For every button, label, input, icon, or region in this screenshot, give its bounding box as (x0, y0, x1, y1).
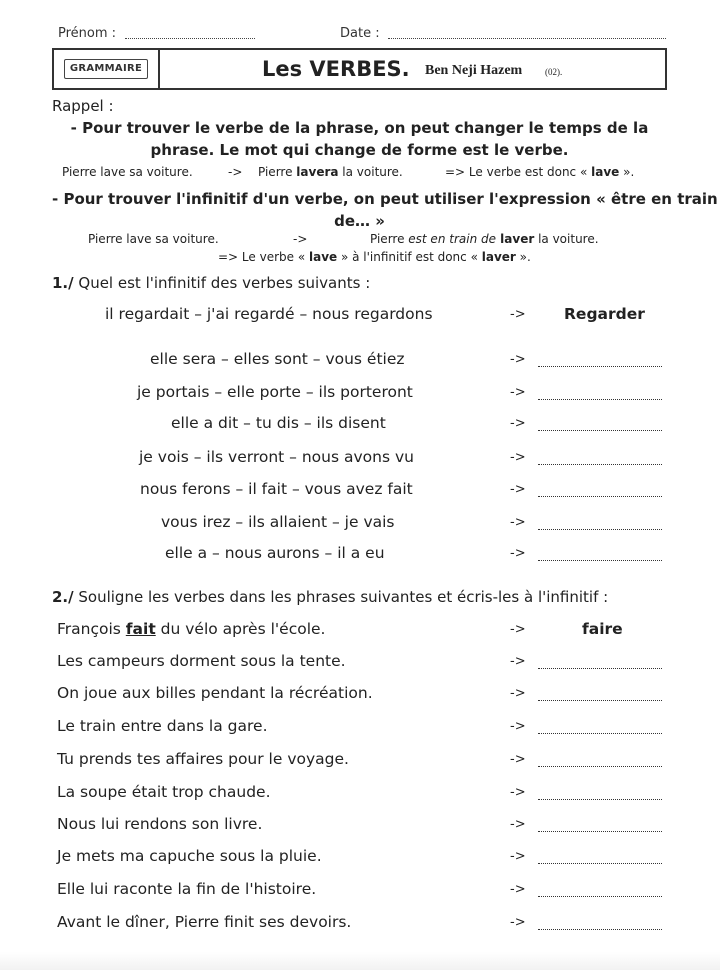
ex1-item-5: je vois – ils verront – nous avons vu (139, 448, 414, 466)
ex2-item-4: Tu prends tes affaires pour le voyage. (57, 750, 349, 768)
ex2-arrow-3: -> (510, 719, 526, 734)
ex1-arrow-8: -> (510, 546, 526, 561)
date-label: Date : (340, 26, 380, 41)
example1-conclusion: => Le verbe est donc « lave ». (445, 165, 635, 179)
ex2-arrow-5: -> (510, 785, 526, 800)
ex2-item-7: Je mets ma capuche sous la pluie. (57, 847, 322, 865)
author-name: Ben Neji Hazem (425, 63, 523, 78)
grammaire-badge: GRAMMAIRE (64, 59, 148, 79)
ex2-arrow-9: -> (510, 915, 526, 930)
ex2-arrow-7: -> (510, 849, 526, 864)
example2-sentence: Pierre lave sa voiture. (88, 232, 219, 246)
ex2-answer-field-2[interactable] (538, 700, 662, 701)
rule2-line2: de… » (334, 212, 385, 230)
ex2-arrow-6: -> (510, 817, 526, 832)
ex2-answer-field-1[interactable] (538, 668, 662, 669)
ex2-arrow-4: -> (510, 752, 526, 767)
ex2-answer-field-4[interactable] (538, 766, 662, 767)
ex1-answer-field-3[interactable] (538, 399, 662, 400)
sheet-number: (02). (545, 67, 563, 77)
ex1-answer-field-8[interactable] (538, 560, 662, 561)
ex1-item-1: il regardait – j'ai regardé – nous regardons (105, 305, 433, 323)
ex2-answer-field-8[interactable] (538, 896, 662, 897)
title-divider (158, 50, 160, 88)
ex1-arrow-5: -> (510, 450, 526, 465)
ex2-answer-field-5[interactable] (538, 799, 662, 800)
example2-expression: Pierre est en train de laver la voiture. (370, 232, 599, 246)
page-bottom-edge (0, 952, 720, 970)
ex1-arrow-4: -> (510, 416, 526, 431)
rule1-line1: - Pour trouver le verbe de la phrase, on peut changer le temps de la (70, 119, 649, 137)
ex2-item-1: Les campeurs dorment sous la tente. (57, 652, 346, 670)
ex1-arrow-3: -> (510, 385, 526, 400)
date-field[interactable] (388, 38, 666, 39)
ex1-answer-field-4[interactable] (538, 430, 662, 431)
ex2-answer-field-3[interactable] (538, 733, 662, 734)
ex2-answer-field-6[interactable] (538, 831, 662, 832)
ex2-arrow-1: -> (510, 654, 526, 669)
rappel-title: Rappel : (52, 97, 114, 115)
ex2-example-arrow: -> (510, 622, 526, 637)
ex1-answer-field-7[interactable] (538, 529, 662, 530)
ex2-item-5: La soupe était trop chaude. (57, 783, 271, 801)
exercise2-question: 2./ Souligne les verbes dans les phrases suivantes et écris-les à l'infinitif : (52, 588, 609, 606)
ex1-answer-1: Regarder (564, 305, 645, 323)
exercise1-question: 1./ Quel est l'infinitif des verbes suivants : (52, 274, 371, 292)
ex2-item-9: Avant le dîner, Pierre finit ses devoirs. (57, 913, 352, 931)
ex2-arrow-2: -> (510, 686, 526, 701)
ex1-arrow-7: -> (510, 515, 526, 530)
ex1-item-2: elle sera – elles sont – vous étiez (150, 350, 405, 368)
ex1-arrow-1: -> (510, 307, 526, 322)
ex2-item-8: Elle lui raconte la fin de l'histoire. (57, 880, 317, 898)
ex1-arrow-6: -> (510, 482, 526, 497)
example1-arrow: -> (228, 165, 243, 179)
ex2-example: François fait du vélo après l'école. (57, 620, 326, 638)
ex1-item-7: vous irez – ils allaient – je vais (161, 513, 395, 531)
ex2-example-answer: faire (582, 620, 623, 638)
ex1-item-3: je portais – elle porte – ils porteront (137, 383, 413, 401)
prenom-field[interactable] (125, 38, 255, 39)
ex2-item-2: On joue aux billes pendant la récréation. (57, 684, 373, 702)
example2-arrow: -> (293, 232, 308, 246)
ex2-answer-field-9[interactable] (538, 929, 662, 930)
ex2-item-3: Le train entre dans la gare. (57, 717, 268, 735)
example1-sentence: Pierre lave sa voiture. (62, 165, 193, 179)
example2-conclusion: => Le verbe « lave » à l'infinitif est donc « laver ». (218, 250, 531, 264)
ex1-arrow-2: -> (510, 352, 526, 367)
ex2-answer-field-7[interactable] (538, 863, 662, 864)
rule1-line2: phrase. Le mot qui change de forme est le verbe. (150, 141, 569, 159)
ex2-arrow-8: -> (510, 882, 526, 897)
ex1-answer-field-2[interactable] (538, 366, 662, 367)
title-box (52, 48, 667, 90)
prenom-label: Prénom : (58, 26, 117, 41)
ex1-item-8: elle a – nous aurons – il a eu (165, 544, 385, 562)
example1-changed: Pierre lavera la voiture. (258, 165, 403, 179)
ex1-answer-field-5[interactable] (538, 464, 662, 465)
ex1-item-4: elle a dit – tu dis – ils disent (171, 414, 386, 432)
rule2-line1: - Pour trouver l'infinitif d'un verbe, on peut utiliser l'expression « être en train (52, 190, 718, 208)
ex2-item-6: Nous lui rendons son livre. (57, 815, 263, 833)
page-title: Les VERBES. (262, 57, 410, 81)
ex1-item-6: nous ferons – il fait – vous avez fait (140, 480, 413, 498)
ex1-answer-field-6[interactable] (538, 496, 662, 497)
